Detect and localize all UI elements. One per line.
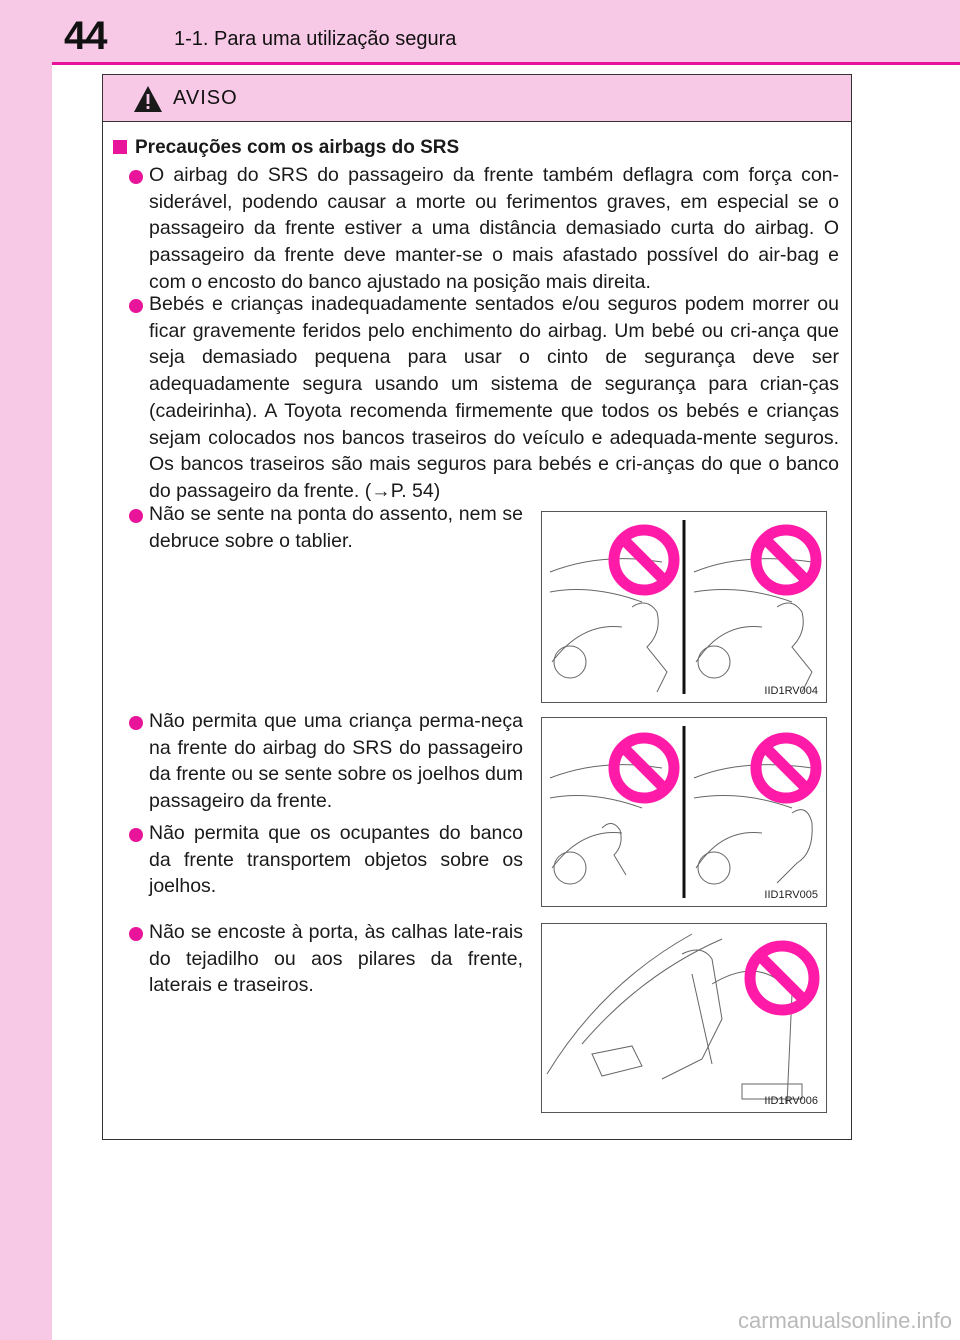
illustration-leaning-on-door bbox=[541, 923, 827, 1113]
warning-triangle-icon bbox=[133, 85, 163, 113]
section-title: 1-1. Para uma utilização segura bbox=[174, 28, 457, 50]
car-interior-illustration bbox=[542, 718, 826, 906]
bullet-icon bbox=[129, 170, 143, 184]
bullet-icon bbox=[129, 509, 143, 523]
bullet-text: Não permita que uma criança perma-neça na frente do airbag do SRS do passageiro da frente ou se sente sobre os joelhos dum passageiro da frente. bbox=[149, 710, 523, 813]
warning-header bbox=[103, 75, 851, 122]
bullet-text: Não se sente na ponta do assento, nem se debruce sobre o tablier. bbox=[149, 503, 523, 552]
prohibition-icon bbox=[750, 946, 814, 1010]
bullet-icon bbox=[129, 927, 143, 941]
bullet-icon bbox=[129, 828, 143, 842]
illustration-child-on-lap bbox=[541, 717, 827, 907]
car-interior-illustration bbox=[542, 924, 826, 1112]
bullet-text: O airbag do SRS do passageiro da frente também deflagra com força con-siderável, podendo causar a morte ou ferimentos graves, em especial se o passageiro da frente estiver a uma distância demasiado curta do airbag. O passageiro da frente deve manter-se o mais afastado possível do air-bag e com o encosto do banco ajustado na posição mais direita. bbox=[149, 164, 839, 293]
section-heading-text: Precauções com os airbags do SRS bbox=[135, 137, 460, 158]
prohibition-icon bbox=[756, 738, 816, 798]
illustration-leaning-forward bbox=[541, 511, 827, 703]
figure-code: IID1RV005 bbox=[764, 889, 818, 901]
left-margin-band bbox=[0, 0, 52, 1340]
square-bullet-icon bbox=[113, 140, 127, 154]
footer-watermark: carmanualsonline.info bbox=[737, 1308, 952, 1333]
prohibition-icon bbox=[614, 530, 674, 590]
prohibition-icon bbox=[614, 738, 674, 798]
prohibition-icon bbox=[756, 530, 816, 590]
warning-box bbox=[102, 74, 852, 1140]
bullet-icon bbox=[129, 716, 143, 730]
bullet-text: Não permita que os ocupantes do banco da frente transportem objetos sobre os joelhos. bbox=[149, 822, 523, 898]
header-rule bbox=[52, 62, 960, 65]
section-heading bbox=[113, 137, 459, 159]
page-number: 44 bbox=[64, 14, 107, 58]
bullet-text: Não se encoste à porta, às calhas late-rais do tejadilho ou aos pilares da frente, laterais e traseiros. bbox=[149, 921, 523, 997]
bullet-text: Bebés e crianças inadequadamente sentados e/ou seguros podem morrer ou ficar gravemente feridos pelo enchimento do airbag. Um bebé ou cri-ança que seja demasiado pequena para usar o cinto de segurança deve ser adequadamente segura usando um sistema de segurança para crian-ças (cadeirinha). A Toyota recomenda firmemente que todos os bebés e crianças sejam colocados nos bancos traseiros do veículo e adequada-mente seguros. Os bancos traseiros são mais seguros para bebés e cri-anças do que o banco do passageiro da frente. (→P. 54) bbox=[149, 293, 839, 502]
car-interior-illustration bbox=[542, 512, 826, 702]
bullet-icon bbox=[129, 299, 143, 313]
figure-code: IID1RV004 bbox=[764, 685, 818, 697]
figure-code: IID1RV006 bbox=[764, 1095, 818, 1107]
warning-label: AVISO bbox=[173, 87, 238, 109]
